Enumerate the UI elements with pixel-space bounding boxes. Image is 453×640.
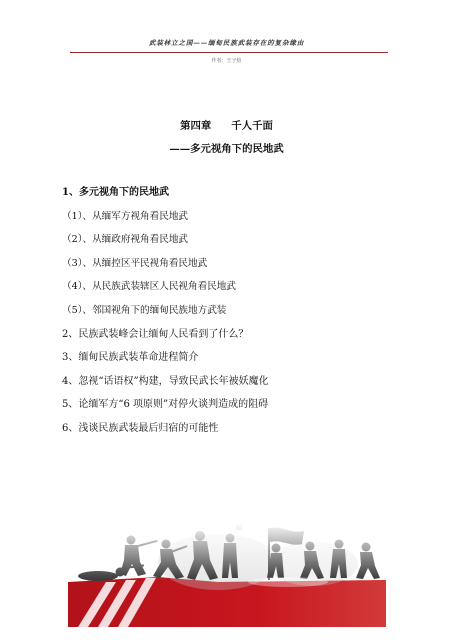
chapter-subtitle: ——多元视角下的民地武: [169, 143, 284, 155]
toc-item: （4）、从民族武装辖区人民视角看民地武: [62, 281, 236, 293]
toc-item: 1、多元视角下的民地武: [62, 187, 169, 198]
toc-item: （1）、从缅军方视角看民地武: [62, 210, 189, 222]
toc-item: 2、民族武装峰会让缅甸人民看到了什么？: [62, 328, 249, 340]
author-line: 作者：王子煊: [211, 58, 242, 64]
toc-item: （2）、从缅政府视角看民地武: [62, 234, 189, 246]
running-header-title: 武装林立之国——缅甸民族武装存在的复杂缘由: [148, 39, 305, 47]
toc-item: 5、论缅军方“6 项原则”对停火谈判造成的阻碍: [62, 399, 269, 411]
toc-item: 3、缅甸民族武装革命进程简介: [62, 352, 199, 364]
table-of-contents: [62, 187, 402, 447]
toc-item: 6、浅谈民族武装最后归宿的可能性: [62, 422, 219, 434]
chapter-heading: [0, 117, 453, 132]
header-divider: [70, 52, 388, 53]
toc-item: 4、忽视“话语权”构建，导致民武长年被妖魔化: [62, 375, 269, 387]
toc-item: （3）、从缅控区平民视角看民地武: [62, 257, 208, 269]
soldier-silhouette-banner: [68, 522, 386, 627]
chapter-title: 千人千面: [231, 120, 273, 132]
toc-item: （5）、邻国视角下的缅甸民族地方武装: [62, 304, 227, 316]
chapter-number: 第四章: [180, 120, 212, 132]
